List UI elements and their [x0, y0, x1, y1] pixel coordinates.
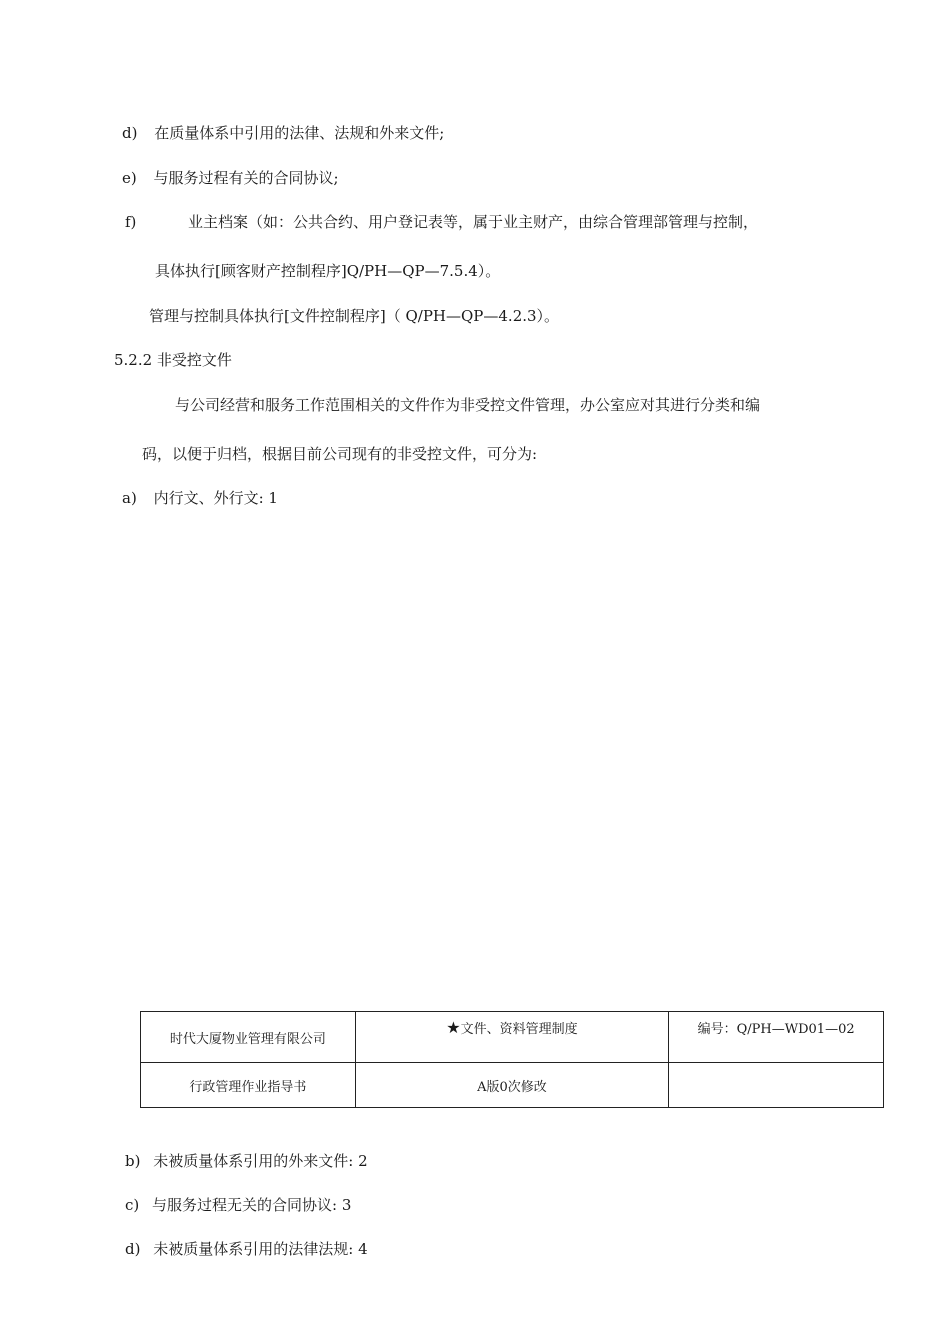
section-heading: 5.2.2 非受控文件	[114, 351, 232, 369]
list-item-f	[125, 212, 759, 232]
paragraph-line-1: 与公司经营和服务工作范围相关的文件作为非受控文件管理，办公室应对其进行分类和编	[175, 396, 761, 414]
paragraph-line-2: 码，以便于归档，根据目前公司现有的非受控文件，可分为:	[142, 445, 538, 463]
list-item-b	[125, 1151, 368, 1171]
list-item-f-continuation: 具体执行[顾客财产控制程序]Q/PH—QP—7.5.4）。	[155, 262, 501, 280]
list-marker: d)	[122, 124, 138, 142]
book-title-cell	[141, 1063, 356, 1108]
list-marker: d)	[125, 1240, 141, 1258]
list-item-d-bottom	[125, 1239, 368, 1259]
revision: A版0次修改	[477, 1079, 547, 1095]
list-item-d	[122, 123, 444, 143]
company-name: 时代大厦物业管理有限公司	[169, 1031, 326, 1047]
list-marker: a)	[122, 489, 137, 507]
list-item-e	[122, 168, 339, 188]
list-item-text: 业主档案（如：公共合约、用户登记表等，属于业主财产，由综合管理部管理与控制，	[188, 213, 759, 231]
list-item-text: 与服务过程有关的合同协议;	[153, 169, 339, 187]
list-item-text: 在质量体系中引用的法律、法规和外来文件;	[154, 124, 445, 142]
list-item-text: 未被质量体系引用的法律法规: 4	[153, 1240, 368, 1258]
doc-number-cell	[669, 1012, 884, 1063]
list-item-c	[125, 1195, 351, 1215]
doc-title: 文件、资料管理制度	[460, 1022, 578, 1037]
list-marker: b)	[125, 1152, 141, 1170]
list-marker: e)	[122, 169, 137, 187]
revision-cell	[355, 1063, 669, 1108]
doc-title-cell	[355, 1012, 669, 1063]
list-marker: c)	[125, 1196, 140, 1214]
control-procedure-line: 管理与控制具体执行[文件控制程序]（ Q/PH—QP—4.2.3）。	[149, 307, 560, 325]
book-title: 行政管理作业指导书	[189, 1079, 307, 1095]
list-item-text: 与服务过程无关的合同协议: 3	[152, 1196, 352, 1214]
list-item-a	[122, 488, 278, 508]
star-icon: ★	[446, 1018, 461, 1037]
company-name-cell	[141, 1012, 356, 1063]
list-item-text: 内行文、外行文: 1	[153, 489, 278, 507]
doc-number: 编号：Q/PH—WD01—02	[697, 1022, 855, 1037]
list-marker: f)	[125, 213, 137, 231]
empty-cell	[669, 1063, 884, 1108]
list-item-text: 未被质量体系引用的外来文件: 2	[153, 1152, 368, 1170]
document-header-table	[140, 1011, 884, 1108]
